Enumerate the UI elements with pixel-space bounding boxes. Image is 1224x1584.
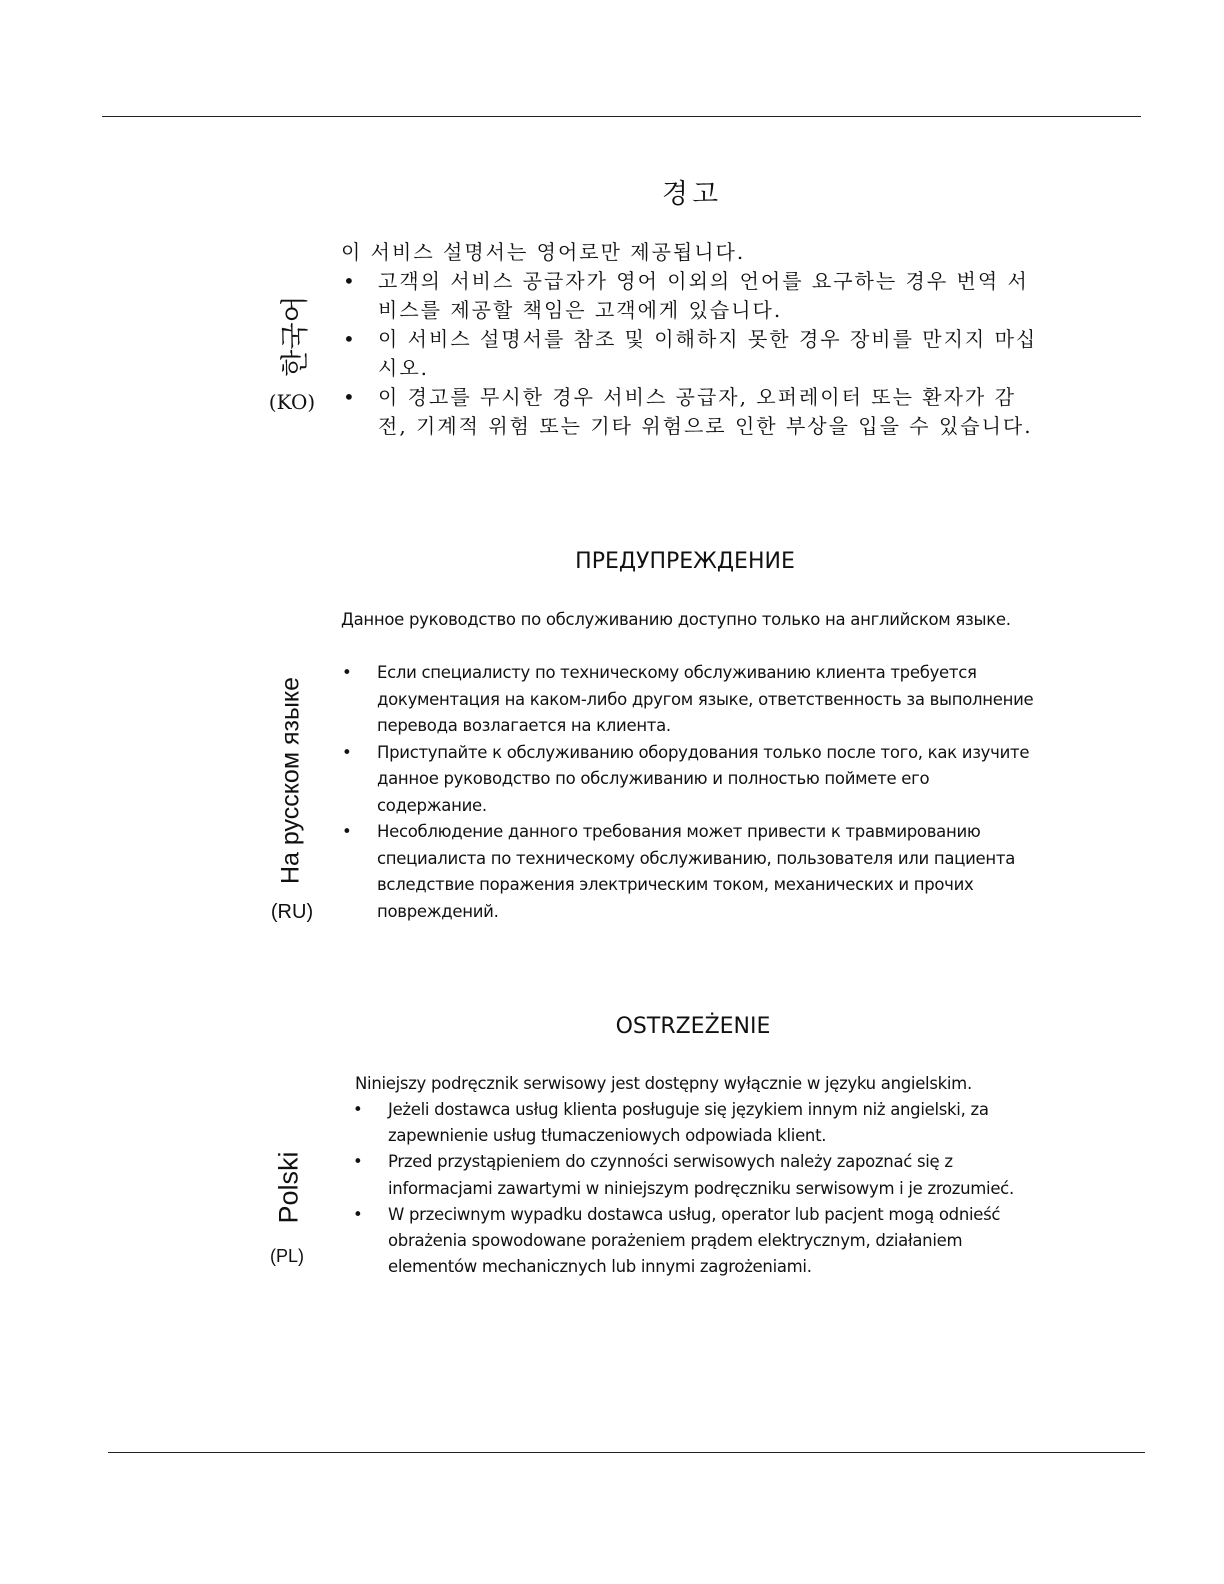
warning-intro: 이 서비스 설명서는 영어로만 제공됩니다. [341,240,746,264]
bullet-text: W przeciwnym wypadku dostawca usług, operator lub pacjent mogą odnieść obrażenia spowodowane porażeniem prądem elektrycznym, działaniem elementów mechanicznych lub innymi zagrożeniami. [388,1204,1001,1277]
list-item [342,819,1037,925]
side-language-label: На русском языке [276,676,305,885]
warning-title: 경고 [661,179,723,210]
bullet-text: Если специалисту по техническому обслуживанию клиента требуется документация на каком-либо другом языке, ответственность за выполнение перевода возлагается на клиента. [377,663,1034,735]
warning-intro: Niniejszy podręcznik serwisowy jest dostępny wyłącznie w języku angielskim. [355,1074,972,1093]
bullet-icon: • [343,385,357,409]
bullet-icon: • [353,1100,363,1119]
list-item [342,740,1037,820]
list-item [353,1202,1048,1281]
bullet-text: 고객의 서비스 공급자가 영어 이외의 언어를 요구하는 경우 번역 서비스를 제공할 책임은 고객에게 있습니다. [378,269,1029,322]
warning-bullet-list [353,1097,1048,1280]
warning-title: OSTRZEŻENIE [615,1014,771,1039]
side-language-code: (KO) [268,390,316,414]
bullet-icon: • [353,1204,363,1224]
side-language-label: Polski [273,1151,304,1224]
list-item [353,1149,1048,1201]
bullet-icon: • [353,1152,363,1172]
header-rule [102,116,1141,117]
warning-title: ПРЕДУПРЕЖДЕНИЕ [575,549,795,574]
list-item [343,325,1043,383]
side-language-label: 한국어 [279,295,310,377]
list-item [343,383,1043,441]
list-item [342,660,1037,740]
warning-bullet-list [342,660,1037,925]
list-item [343,267,1043,325]
bullet-text: Przed przystąpieniem do czynności serwisowych należy zapoznać się z informacjami zawartymi w niniejszym podręczniku serwisowym i je zrozumieć. [388,1152,1014,1198]
bullet-icon: • [342,822,352,841]
bullet-icon: • [343,269,357,293]
side-language-code: (PL) [269,1246,305,1266]
bullet-text: Jeżeli dostawca usług klienta posługuje się językiem innym niż angielski, za zapewnienie usług tłumaczeniowych odpowiada klient. [388,1100,989,1146]
bullet-text: 이 서비스 설명서를 참조 및 이해하지 못한 경우 장비를 만지지 마십시오. [378,327,1038,380]
bullet-icon: • [342,663,352,682]
bullet-text: 이 경고를 무시한 경우 서비스 공급자, 오퍼레이터 또는 환자가 감전, 기계적 위험 또는 기타 위험으로 인한 부상을 입을 수 있습니다. [378,385,1033,438]
footer-rule [108,1452,1145,1453]
bullet-text: Приступайте к обслуживанию оборудования только после того, как изучите данное руководство по обслуживанию и полностью поймете его содержание. [377,742,1030,815]
bullet-icon: • [342,742,352,762]
warning-intro: Данное руководство по обслуживанию доступно только на английском языке. [341,610,1011,629]
side-language-code: (RU) [270,901,314,923]
warning-bullet-list [343,267,1043,441]
bullet-text: Несоблюдение данного требования может привести к травмированию специалиста по техническому обслуживанию, пользователя или пациента вследствие поражения электрическим током, механических и прочих повреждений. [377,822,1015,921]
list-item [353,1097,1048,1149]
bullet-icon: • [343,327,357,351]
